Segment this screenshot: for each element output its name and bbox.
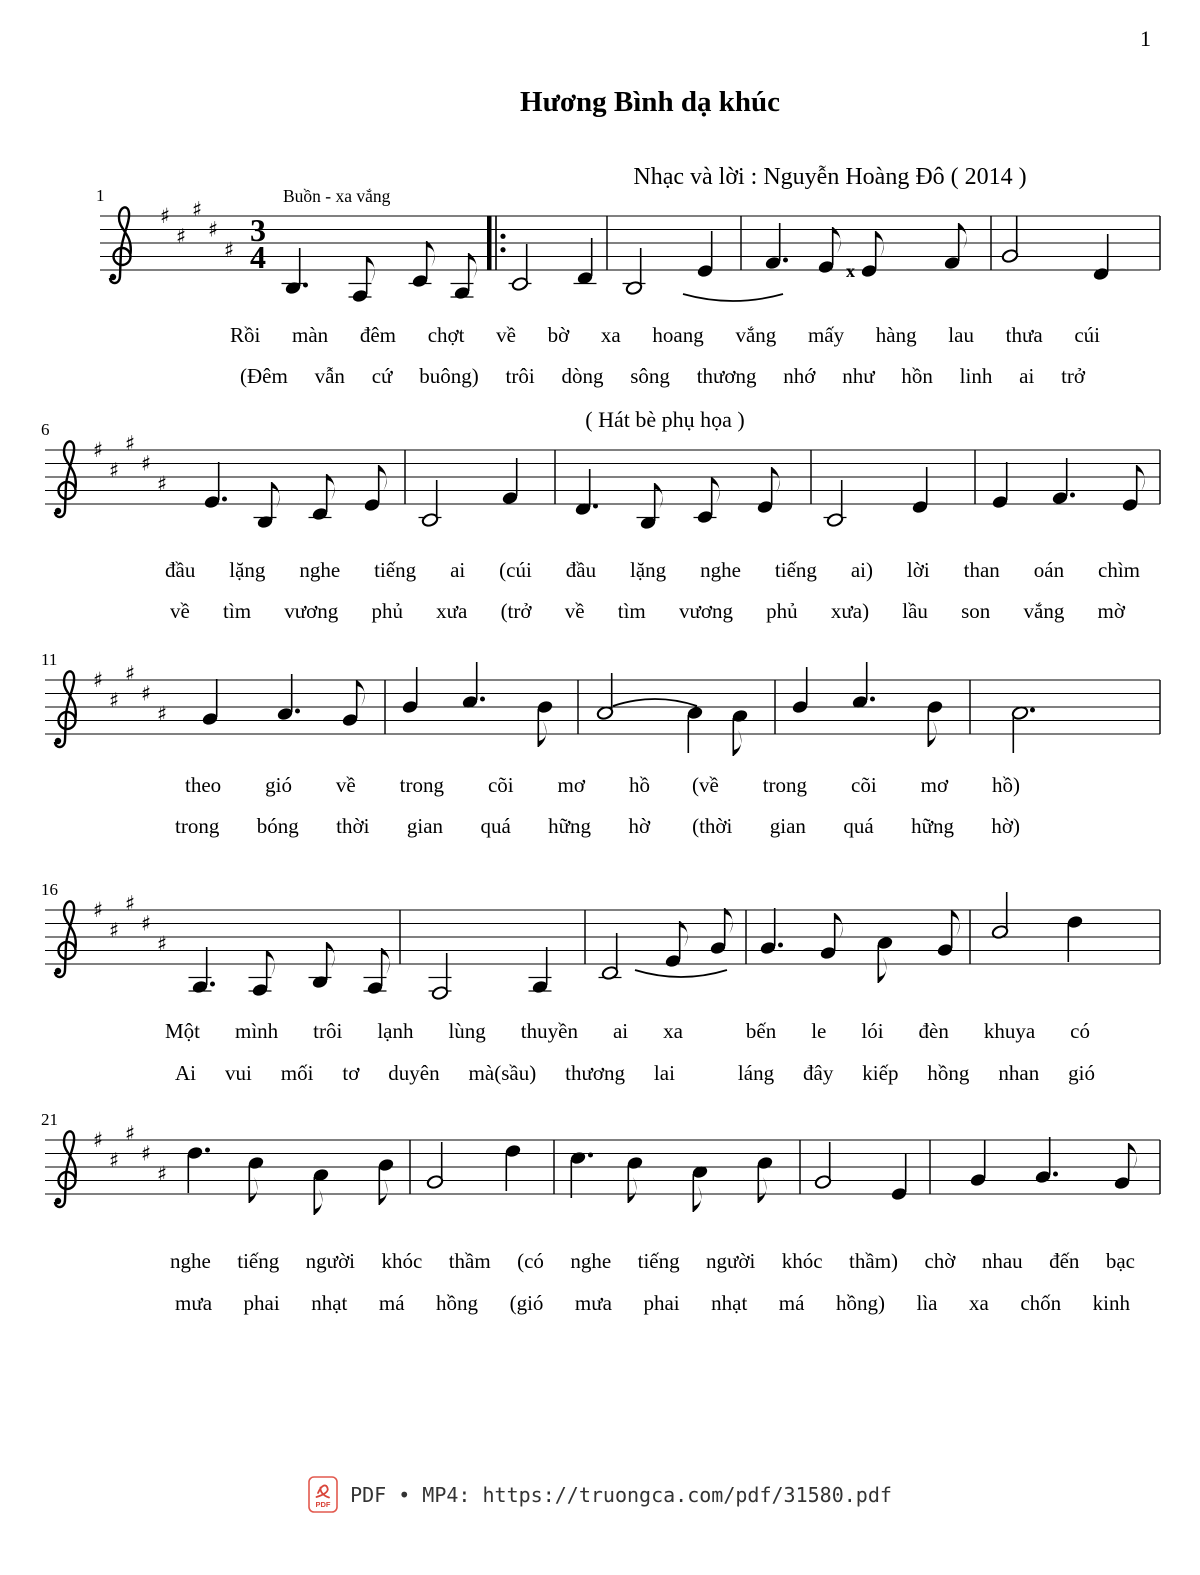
svg-text:♯: ♯ — [157, 1161, 168, 1186]
svg-text:♯: ♯ — [125, 661, 136, 686]
staff-4-svg — [35, 850, 1165, 1000]
svg-text:16: 16 — [41, 880, 58, 899]
lyrics-line-2b: về tìm vương phủ xưa (trở về tìm vương phủ xưa) lầu son vắng mờ — [170, 599, 1125, 623]
footer-link[interactable] — [0, 1476, 1200, 1513]
svg-text:PDF: PDF — [315, 1500, 331, 1509]
svg-text:♯: ♯ — [157, 471, 168, 496]
staff-system-5 — [35, 1080, 1165, 1230]
lyrics-line-2a: đầu lặng nghe tiếng ai (cúi đầu lặng nghe tiếng ai) lời than oán chìm — [165, 558, 1140, 582]
svg-text:♯: ♯ — [93, 1128, 104, 1152]
page-number: 1 — [1140, 26, 1151, 51]
svg-text:♯: ♯ — [109, 688, 120, 713]
choir-annotation: ( Hát bè phụ họa ) — [585, 407, 745, 432]
staff-3-svg — [35, 620, 1165, 770]
svg-text:♯: ♯ — [192, 197, 203, 222]
svg-text:21: 21 — [41, 1110, 58, 1129]
svg-text:♯: ♯ — [125, 431, 136, 456]
svg-text:♯: ♯ — [208, 217, 219, 242]
svg-text:11: 11 — [41, 650, 58, 669]
lyrics-line-1b: (Đêm vẫn cứ buông) trôi dòng sông thương nhớ như hồn linh ai trở — [240, 364, 1085, 388]
staff-2-svg — [35, 390, 1165, 540]
lyrics-line-3a: theo gió về trong cõi mơ hồ (về trong cõi mơ hồ) — [185, 773, 1020, 797]
lyrics-line-4a: Một mình trôi lạnh lùng thuyền ai xa bến le lói đèn khuya có — [165, 1019, 1090, 1043]
svg-text:4: 4 — [250, 239, 266, 275]
svg-text:♯: ♯ — [125, 891, 136, 916]
svg-text:♯: ♯ — [141, 451, 152, 476]
staff-system-3 — [35, 620, 1165, 770]
tempo-marking: Buồn - xa vắng — [283, 186, 391, 206]
svg-text:♯: ♯ — [224, 237, 235, 262]
staff-1-svg — [35, 156, 1165, 306]
svg-text:♯: ♯ — [141, 911, 152, 936]
svg-text:♯: ♯ — [109, 918, 120, 943]
svg-text:♯: ♯ — [93, 438, 104, 462]
song-title: Hương Bình dạ khúc — [520, 86, 780, 118]
svg-text:♯: ♯ — [160, 204, 171, 228]
footer-url-text[interactable]: PDF • MP4: https://truongca.com/pdf/31580.pdf — [350, 1482, 892, 1507]
svg-text:x: x — [846, 261, 855, 281]
svg-text:♯: ♯ — [176, 224, 187, 249]
staff-system-4 — [35, 850, 1165, 1000]
svg-text:♯: ♯ — [157, 701, 168, 726]
lyrics-line-3b: trong bóng thời gian quá hững hờ (thời gian quá hững hờ) — [175, 814, 1020, 838]
svg-text:♯: ♯ — [125, 1121, 136, 1146]
svg-text:♯: ♯ — [141, 681, 152, 706]
pdf-icon — [308, 1476, 338, 1513]
composer-credit: Nhạc và lời : Nguyễn Hoàng Đô ( 2014 ) — [633, 164, 1027, 190]
svg-text:6: 6 — [41, 420, 50, 439]
svg-text:♯: ♯ — [157, 931, 168, 956]
svg-text:♯: ♯ — [93, 668, 104, 692]
svg-text:1: 1 — [96, 186, 105, 205]
svg-text:♯: ♯ — [141, 1141, 152, 1166]
svg-text:♯: ♯ — [109, 458, 120, 483]
staff-system-2 — [35, 390, 1165, 540]
svg-text:3: 3 — [250, 212, 266, 248]
lyrics-line-4b: Ai vui mối tơ duyên mà(sầu) thương lai láng đây kiếp hồng nhan gió — [175, 1061, 1095, 1085]
staff-system-1 — [35, 156, 1165, 306]
lyrics-line-5b: mưa phai nhạt má hồng (gió mưa phai nhạt má hồng) lìa xa chốn kinh — [175, 1291, 1130, 1315]
staff-5-svg — [35, 1080, 1165, 1230]
lyrics-line-1a: Rồi màn đêm chợt về bờ xa hoang vắng mấy hàng lau thưa cúi — [230, 323, 1100, 347]
svg-text:♯: ♯ — [109, 1148, 120, 1173]
lyrics-line-5a: nghe tiếng người khóc thầm (có nghe tiếng người khóc thầm) chờ nhau đến bạc — [170, 1249, 1135, 1273]
svg-text:♯: ♯ — [93, 898, 104, 922]
